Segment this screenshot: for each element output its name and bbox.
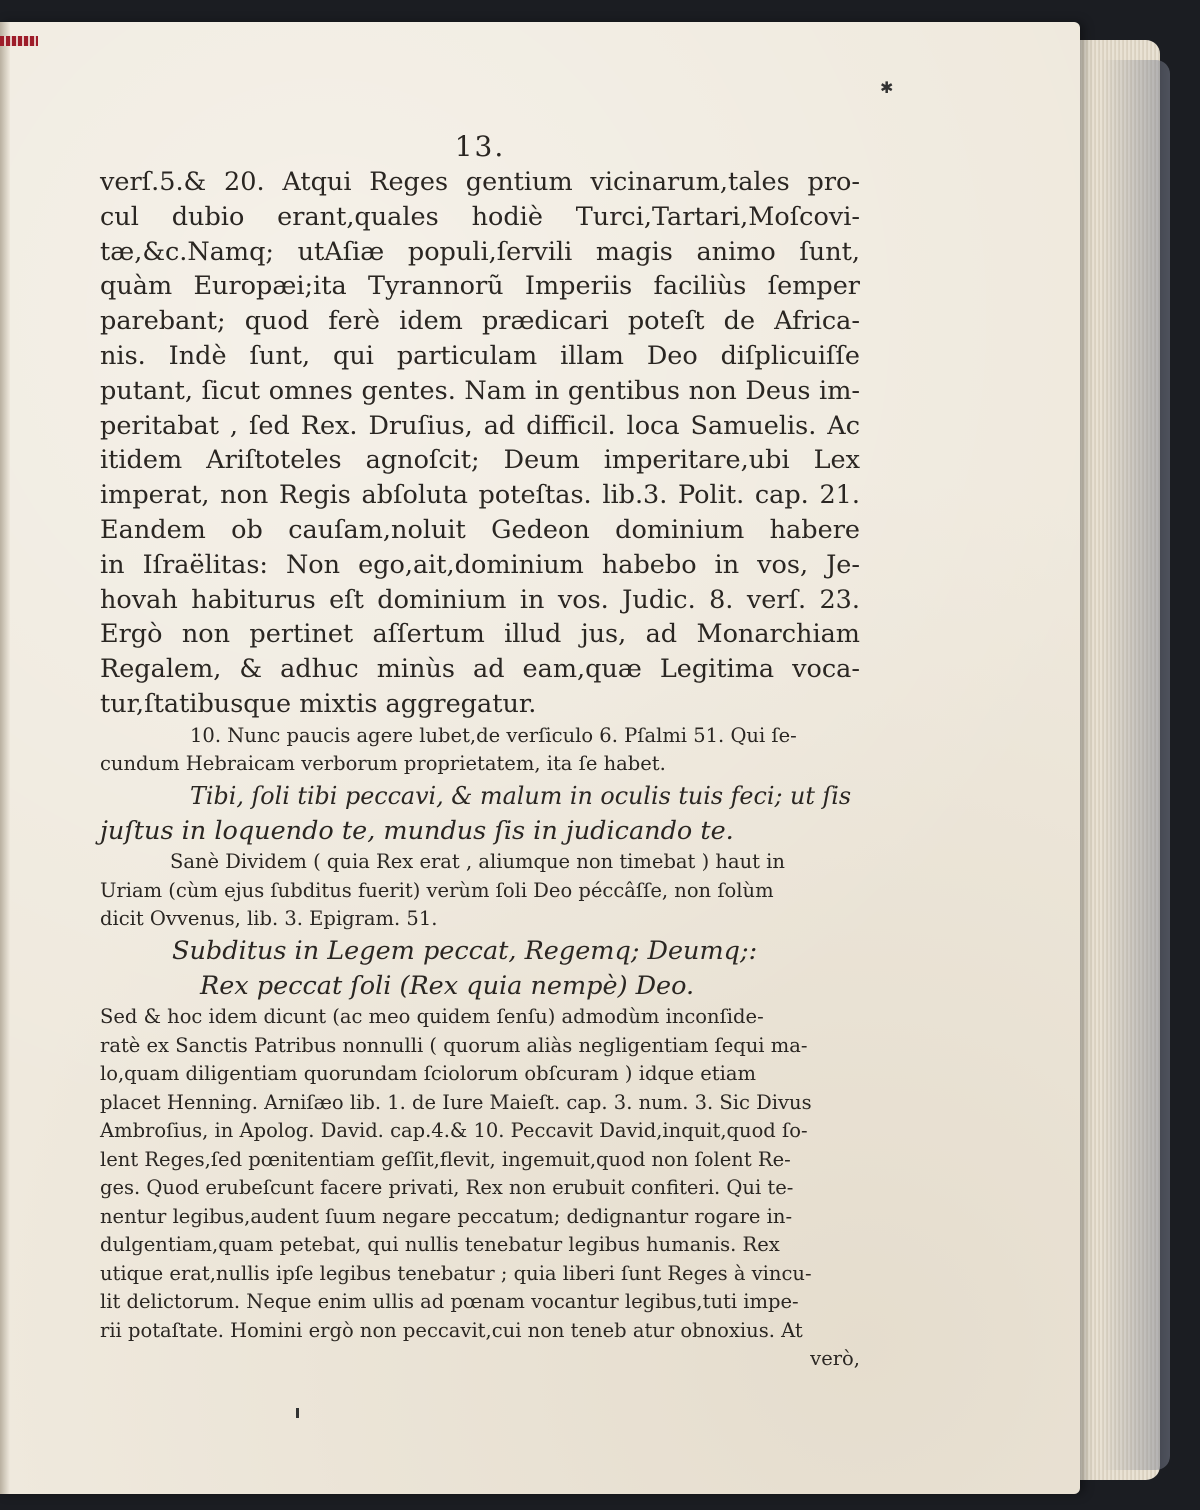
binding-ribbon (0, 36, 38, 46)
verse-line: Rex peccat ſoli (Rex quia nempè) Deo. (200, 970, 695, 1001)
text-line: lit delictorum. Neque enim ullis ad pœnam vocantur legibus,tuti impe- (100, 1290, 799, 1314)
text-line: Regalem, & adhuc minùs ad eam,quæ Legitima voca- (100, 654, 860, 685)
text-line: lo,quam diligentiam quorundam ſciolorum obſcuram ) idque etiam (100, 1062, 756, 1086)
text-line: in Iſraëlitas: Non ego,ait,dominium habebo in vos, Je- (100, 549, 860, 580)
catchword: verò, (810, 1347, 860, 1371)
text-line: Sanè Dividem ( quia Rex erat , aliumque non timebat ) haut in (170, 850, 785, 874)
ink-mark (296, 1408, 299, 1418)
text-line: itidem Ariſtoteles agnoſcit; Deum imperitare,ubi Lex (100, 445, 860, 476)
text-line: ratè ex Sanctis Patribus nonnulli ( quorum aliàs negligentiam ſequi ma- (100, 1033, 808, 1057)
paragraph-1 (100, 165, 860, 722)
text-line: dulgentiam,quam petebat, qui nullis tenebatur legibus humanis. Rex (100, 1233, 780, 1257)
text-line: hovah habiturus eſt dominium in vos. Judic. 8. verſ. 23. (100, 584, 860, 615)
text-line: 10. Nunc paucis agere lubet,de verſiculo 6. Pſalmi 51. Qui ſe- (190, 723, 797, 747)
text-line: placet Henning. Arniſæo lib. 1. de Iure Maieſt. cap. 3. num. 3. Sic Divus (100, 1090, 812, 1114)
paragraph-3 (100, 848, 860, 934)
text-line: ges. Quod erubeſcunt facere privati, Rex non erubuit confiteri. Qui te- (100, 1176, 794, 1200)
paragraph-4 (100, 1003, 860, 1374)
text-line: dicit Ovvenus, lib. 3. Epigram. 51. (100, 907, 438, 931)
text-line: Ambroſius, in Apolog. David. cap.4.& 10. Peccavit David,inquit,quod ſo- (100, 1119, 808, 1143)
page-text (100, 130, 860, 1374)
text-line: imperat, non Regis abſoluta poteſtas. lib.3. Polit. cap. 21. (100, 480, 860, 511)
text-line: Tibi, ſoli tibi peccavi, & malum in oculis tuis feci; ut ſis (190, 781, 852, 810)
text-line: tæ,&c.Namq; utAſiæ populi,ſervili magis animo ſunt, (100, 236, 860, 267)
text-line: peritabat , ſed Rex. Druſius, ad difficil. loca Samuelis. Ac (100, 410, 860, 441)
text-line: verſ.5.& 20. Atqui Reges gentium vicinarum,tales pro- (100, 167, 860, 197)
text-line: Eandem ob cauſam,noluit Gedeon dominium habere (100, 514, 860, 545)
paragraph-2 (100, 722, 860, 779)
ornament-mark-icon: ✱ (880, 78, 894, 97)
text-line: nentur legibus,audent ſuum negare peccatum; dedignantur rogare in- (100, 1204, 793, 1228)
text-line: Sed & hoc idem dicunt (ac meo quidem ſenſu) admodùm inconſide- (100, 1005, 764, 1029)
text-line: cul dubio erant,quales hodiè Turci,Tartari,Moſcovi- (100, 201, 860, 232)
text-line: utique erat,nullis ipſe legibus tenebatur ; quia liberi ſunt Reges à vincu- (100, 1261, 812, 1285)
text-line: rii potaſtate. Homini ergò non peccavit,cui non teneb atur obnoxius. At (100, 1318, 803, 1342)
verse-line: Subditus in Legem peccat, Regemq; Deumq;: (172, 935, 758, 966)
text-line: putant, ſicut omnes gentes. Nam in gentibus non Deus im- (100, 375, 860, 406)
text-line: lent Reges,ſed pœnitentiam geſſit,flevit, ingemuit,quod non ſolent Re- (100, 1147, 791, 1171)
text-line: tur,ſtatibusque mixtis aggregatur. (100, 688, 537, 719)
text-line: cundum Hebraicam verborum proprietatem, ita ſe habet. (100, 752, 666, 776)
text-line: Uriam (cùm ejus ſubditus fuerit) verùm ſoli Deo péccâſſe, non ſolùm (100, 878, 774, 902)
text-line: Ergò non pertinet aſſertum illud jus, ad Monarchiam (100, 619, 860, 650)
page-gutter (0, 22, 10, 1494)
text-line: quàm Europæi;ita Tyrannorũ Imperiis faciliùs ſemper (100, 271, 860, 302)
text-line: parebant; quod ferè idem prædicari poteſt de Africa- (100, 306, 860, 337)
text-line: juſtus in loquendo te, mundus ſis in judicando te. (100, 815, 734, 846)
page-number: 13. (454, 130, 506, 163)
book-edge-shadow (1100, 60, 1170, 1470)
text-line: nis. Indè ſunt, qui particulam illam Deo diſplicuiſſe (100, 340, 860, 371)
psalm-quote (100, 779, 860, 849)
epigram (100, 934, 860, 1004)
